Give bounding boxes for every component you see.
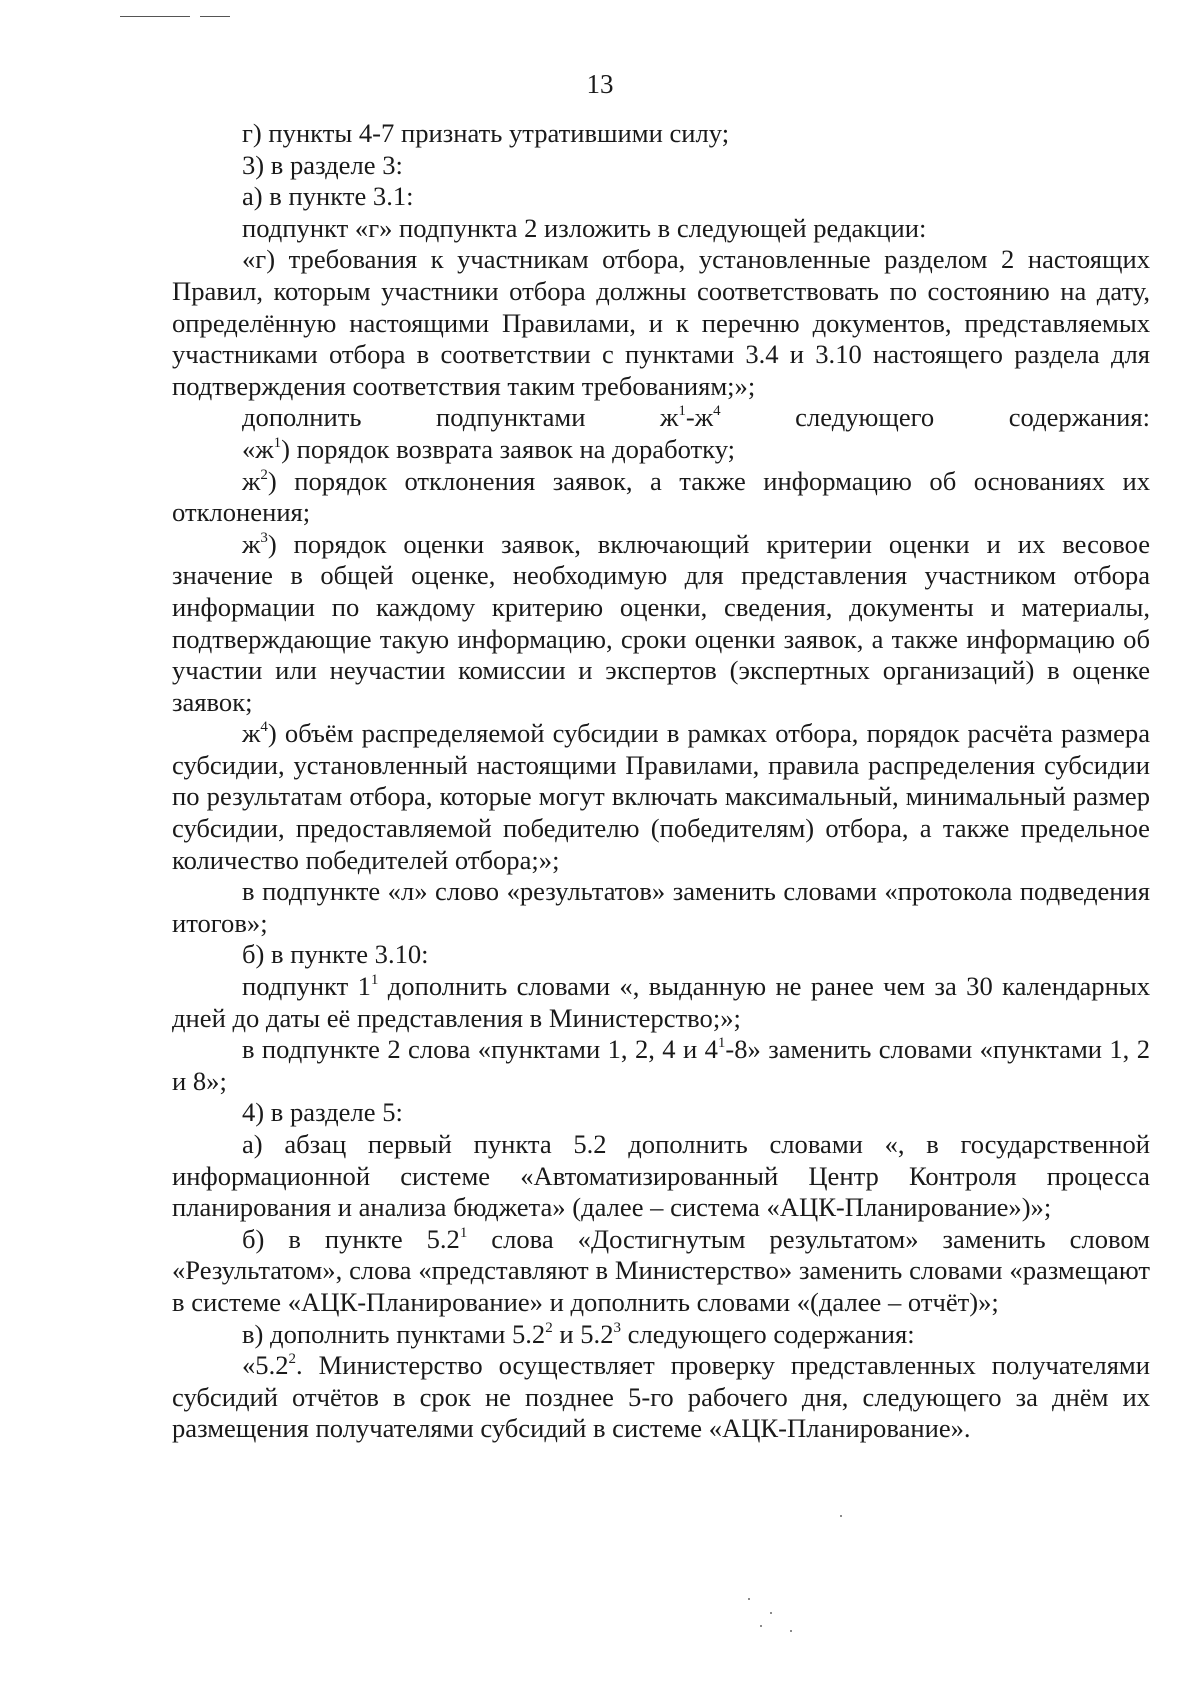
paragraph: б) в пункте 3.10: [242,939,429,970]
scan-speck [760,1625,762,1627]
paragraph: $ж^4$) объём распределяемой субсидии в рамках отбора, порядок расчёта размера субсидии, установленный настоящими Правилами, правила распределения субсидии по результатам отбора, которые могут включать максимальный, минимальный размер субсидии, предоставляемой победителю (победителям) отбора, а также предельное количество победителей отбора;»; [172,718,1150,875]
paragraph: «г) требования к участникам отбора, установленные разделом 2 настоящих Правил, которым участники отбора должны соответствовать по состоянию на дату, определённую настоящими Правилами, и к перечню документов, представляемых участниками отбора в соответствии с пунктами 3.4 и 3.10 настоящего раздела для подтверждения соответствия таким требованиям;»; [172,244,1150,401]
scan-speck [748,1598,750,1600]
paragraph: «$5.2^2$. Министерство осуществляет проверку представленных получателями субсидий отчётов в срок не позднее 5-го рабочего дня, следующего за днём их размещения получателями субсидий в системе «АЦК-Планирование». [172,1350,1150,1444]
page-number: 13 [586,69,614,99]
document-body [172,118,1150,1445]
paragraph: подпункт $1^1$ дополнить словами «, выданную не ранее чем за 30 календарных дней до даты её представления в Министерство;»; [172,971,1150,1033]
scan-speck [770,1612,772,1614]
paragraph: в подпункте «л» слово «результатов» заменить словами «протокола подведения итогов»; [172,876,1150,938]
paragraph: подпункт «г» подпункта 2 изложить в следующей редакции: [242,212,927,243]
scan-artifact-line [200,16,230,17]
scan-artifact-line [120,16,190,17]
paragraph: б) в пункте $5.2^1$ слова «Достигнутым результатом» заменить словом «Результатом», слова «представляют в Министерство» заменить словами «размещают в системе «АЦК-Планирование» и дополнить словами «(далее – отчёт)»; [172,1223,1151,1317]
paragraph: 4) в разделе 5: [242,1097,403,1128]
paragraph: $ж^2$) порядок отклонения заявок, а также информацию об основаниях их отклонения; [172,465,1150,528]
paragraph: дополнить подпунктами $ж^1-ж^4$ следующего содержания: [242,402,1150,433]
paragraph: г) пункты 4-7 признать утратившими силу; [242,118,730,148]
paragraph: в) дополнить пунктами $5.2^2$ и $5.2^3$ следующего содержания: [242,1318,915,1349]
scan-speck [840,1515,842,1517]
paragraph: 3) в разделе 3: [242,149,403,180]
paragraph: $ж^3$) порядок оценки заявок, включающий критерии оценки и их весовое значение в общей оценке, необходимую для представления участником отбора информации по каждому критерию оценки, сведения, документы и материалы, подтверждающие такую информацию, сроки оценки заявок, а также информацию об участии или неучастии комиссии и экспертов (экспертных организаций) в оценке заявок; [172,528,1150,717]
scan-speck [790,1630,792,1632]
paragraph: а) абзац первый пункта 5.2 дополнить словами «, в государственной информационной системе «Автоматизированный Центр Контроля процесса планирования и анализа бюджета» (далее – система «АЦК-Планирование»)»; [172,1129,1150,1223]
paragraph: в подпункте 2 слова «пунктами 1, 2, 4 и $4^1-8$» заменить словами «пунктами 1, 2 и 8»; [172,1034,1151,1096]
paragraph: «$ж^1$) порядок возврата заявок на доработку; [242,433,736,464]
paragraph: а) в пункте 3.1: [242,181,414,212]
